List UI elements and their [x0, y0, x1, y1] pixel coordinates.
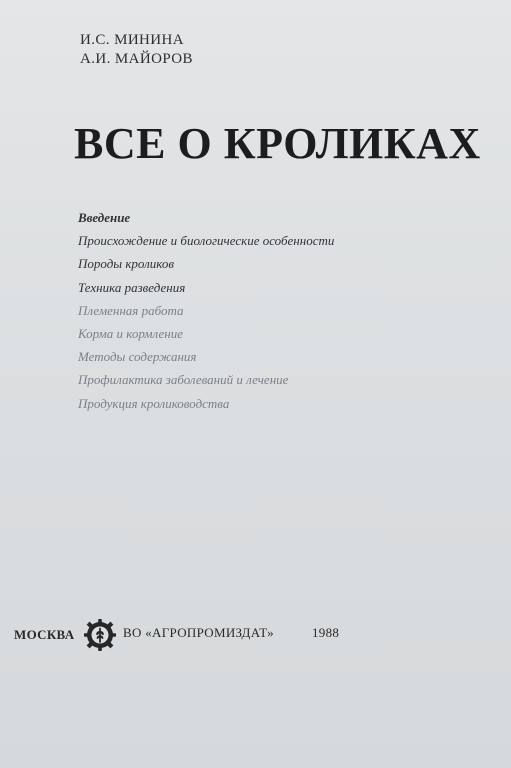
toc-item: Продукция кролиководства: [78, 395, 230, 411]
author-name: И.С. МИНИНА: [80, 32, 184, 48]
publisher-city: МОСКВА: [14, 627, 75, 642]
toc-item: Породы кроликов: [78, 256, 175, 272]
publisher-emblem-icon: [83, 618, 117, 652]
toc-item: Техника разведения: [78, 279, 186, 295]
toc-item: Происхождение и биологические особенности: [78, 233, 335, 249]
toc-item: Введение: [78, 210, 131, 225]
publisher-name: ВО «АГРОПРОМИЗДАТ»: [123, 625, 274, 640]
toc-item: Племенная работа: [78, 302, 184, 318]
toc-item: Методы содержания: [78, 349, 197, 365]
toc-item: Профилактика заболеваний и лечение: [78, 372, 289, 388]
authors-block: [80, 31, 193, 69]
author-name: А.И. МАЙОРОВ: [80, 51, 193, 67]
table-of-contents: [78, 206, 438, 415]
toc-item: Корма и кормление: [78, 326, 184, 342]
publication-year: 1988: [312, 625, 340, 640]
publisher-imprint: [14, 615, 384, 653]
book-title: ВСЕ О КРОЛИКАХ: [74, 119, 481, 168]
